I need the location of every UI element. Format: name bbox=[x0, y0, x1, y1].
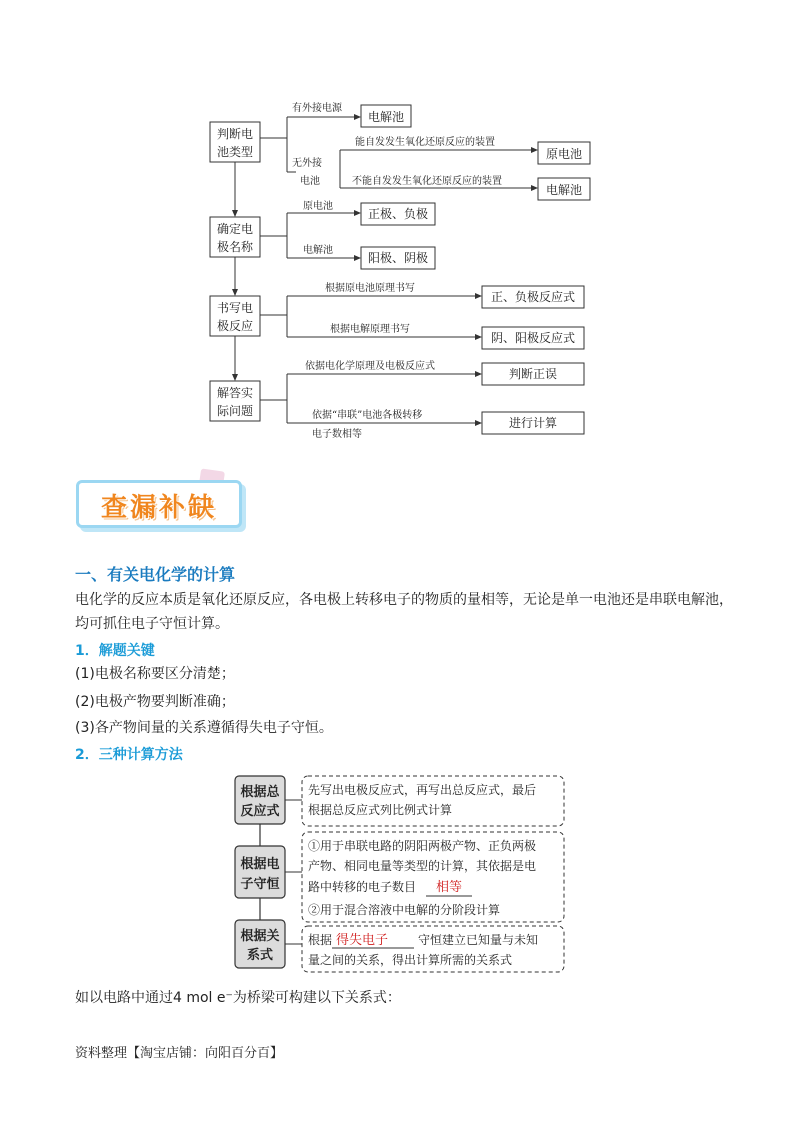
method-2-l2: 子守恒 bbox=[240, 877, 280, 892]
judge-type-l2: 池类型 bbox=[216, 145, 254, 159]
method-2-desc-1: ①用于串联电路的阴阳两极产物、正负两极 bbox=[308, 839, 537, 853]
electrochem-flowchart bbox=[0, 0, 800, 450]
subsection-key-points: 1．解题关键 bbox=[75, 643, 155, 659]
edge-by-electrolytic: 根据电解原理书写 bbox=[330, 324, 410, 335]
edge-electrolytic: 电解池 bbox=[303, 245, 333, 256]
write-reaction-l1: 书写电 bbox=[216, 301, 254, 315]
pos-neg-eq-label: 正、负极反应式 bbox=[490, 290, 576, 304]
method-1-desc-1: 先写出电极反应式，再写出总反应式，最后 bbox=[308, 783, 537, 797]
answer-fill-equal: 相等 bbox=[436, 880, 463, 895]
method-2-desc-2: 产物、相同电量等类型的计算，其依据是电 bbox=[308, 859, 537, 873]
write-reaction-l2: 极反应 bbox=[216, 319, 254, 333]
method-3-l1: 根据关 bbox=[240, 929, 280, 944]
edge-by-principle: 依据电化学原理及电极反应式 bbox=[305, 361, 435, 372]
banner-box bbox=[76, 480, 242, 528]
edge-with-power: 有外接电源 bbox=[292, 103, 342, 114]
galvanic-label: 原电池 bbox=[545, 147, 583, 161]
edge-non-spontaneous: 不能自发发生氧化还原反应的装置 bbox=[352, 176, 502, 187]
compute-label: 进行计算 bbox=[508, 416, 558, 430]
method-2-desc-4: ②用于混合溶液中电解的分阶段计算 bbox=[308, 903, 501, 917]
edge-spontaneous: 能自发发生氧化还原反应的装置 bbox=[355, 137, 495, 148]
edge-no-power-1: 无外接 bbox=[292, 158, 322, 169]
method-1-l2: 反应式 bbox=[240, 804, 280, 819]
edge-by-galvanic: 根据原电池原理书写 bbox=[325, 283, 415, 294]
edge-by-series-2: 电子数相等 bbox=[312, 429, 362, 440]
method-3-desc-2: 量之间的关系，得出计算所需的关系式 bbox=[308, 953, 513, 967]
method-1-desc-2: 根据总反应式列比例式计算 bbox=[308, 803, 453, 817]
pos-neg-label: 正极、负极 bbox=[367, 207, 429, 221]
closing-sentence: 如以电路中通过4 mol e⁻为桥梁可构建以下关系式： bbox=[75, 990, 401, 1006]
method-2-l1: 根据电 bbox=[240, 857, 280, 872]
intro-line-2: 均可抓住电子守恒计算。 bbox=[75, 616, 229, 632]
key-point-2: (2)电极产物要判断准确； bbox=[75, 694, 235, 710]
answer-fill-electron-gain-loss: 得失电子 bbox=[336, 933, 389, 948]
electrolytic-2-label: 电解池 bbox=[545, 183, 583, 197]
anode-cathode-label: 阳极、阴极 bbox=[367, 251, 429, 265]
footer-source: 资料整理【淘宝店铺：向阳百分百】 bbox=[75, 1046, 284, 1061]
method-3-desc-post: 守恒建立已知量与未知 bbox=[418, 933, 539, 947]
subsection-methods: 2．三种计算方法 bbox=[75, 747, 183, 763]
electrode-name-l1: 确定电 bbox=[216, 222, 254, 236]
section-banner bbox=[72, 470, 244, 528]
section-title: 一、有关电化学的计算 bbox=[75, 565, 236, 584]
banner-title: 查漏补缺 bbox=[100, 493, 217, 523]
method-3-l2: 系式 bbox=[246, 948, 274, 963]
key-point-3: (3)各产物间量的关系遵循得失电子守恒。 bbox=[75, 720, 333, 736]
electrode-name-l2: 极名称 bbox=[216, 240, 254, 254]
judge-label: 判断正误 bbox=[508, 367, 558, 381]
electrolytic-1-label: 电解池 bbox=[367, 110, 405, 124]
calc-methods-diagram bbox=[230, 772, 570, 978]
anode-cathode-eq-label: 阴、阳极反应式 bbox=[490, 331, 576, 345]
solve-l2: 际问题 bbox=[216, 404, 254, 418]
method-1-l1: 根据总 bbox=[240, 785, 280, 800]
solve-l1: 解答实 bbox=[216, 386, 254, 400]
edge-no-power-2: 电池 bbox=[300, 176, 320, 187]
edge-galvanic: 原电池 bbox=[303, 201, 333, 212]
edge-by-series: 依据“串联”电池各极转移 bbox=[312, 410, 423, 421]
intro-line-1: 电化学的反应本质是氧化还原反应，各电极上转移电子的物质的量相等，无论是单一电池还是串联电解池， bbox=[75, 592, 733, 608]
key-point-1: (1)电极名称要区分清楚； bbox=[75, 666, 235, 682]
method-3-desc-pre: 根据 bbox=[308, 933, 333, 947]
method-2-desc-3: 路中转移的电子数目 bbox=[308, 880, 417, 894]
judge-type-l1: 判断电 bbox=[216, 127, 254, 141]
